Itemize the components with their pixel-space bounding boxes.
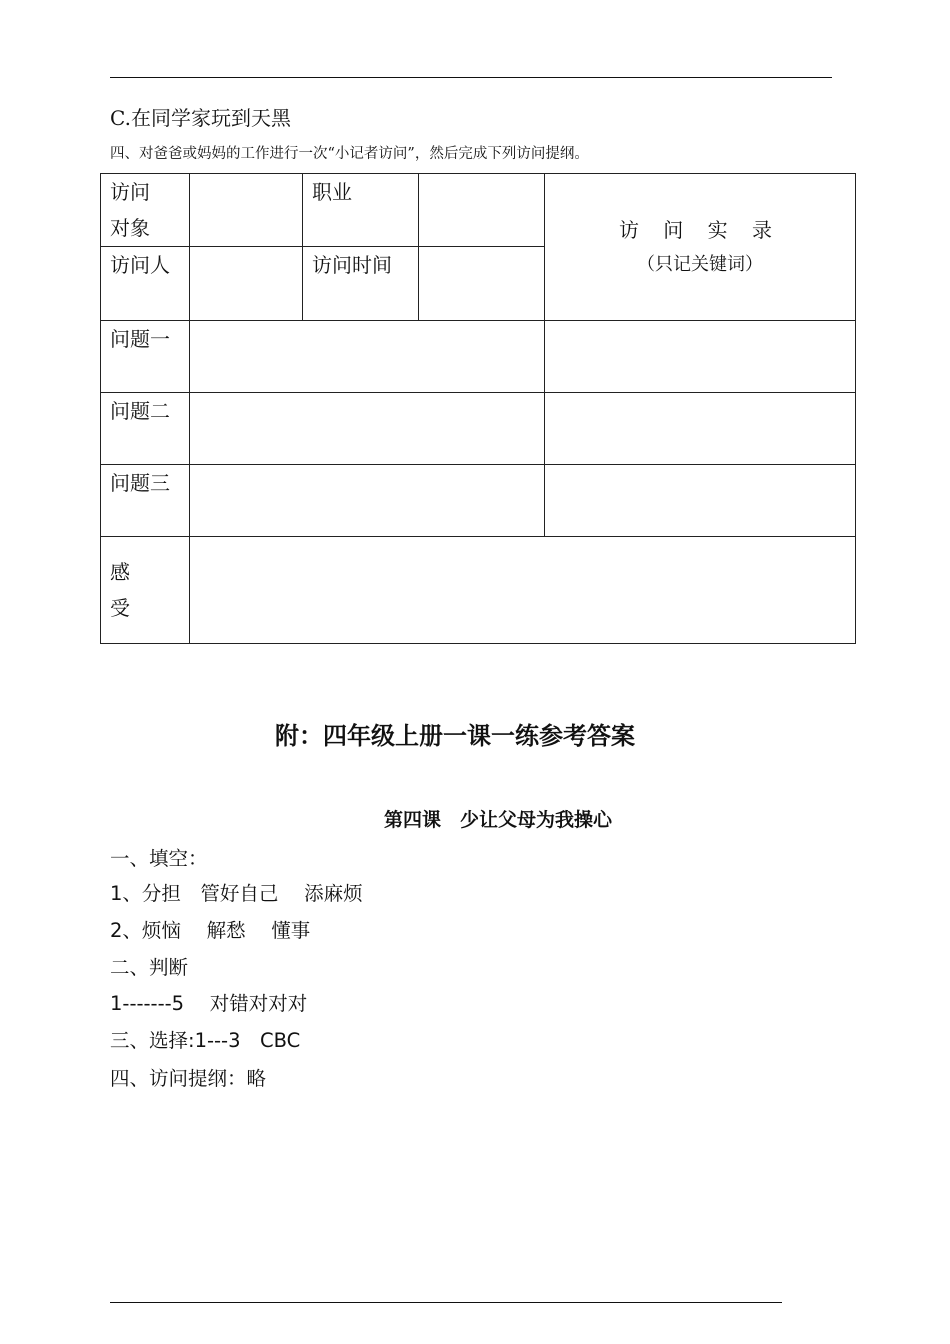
interviewer-label-cell	[101, 247, 190, 321]
question-2-label: 问题二	[110, 399, 170, 423]
lesson-title: 第四课 少让父母为我操心	[383, 809, 612, 831]
appendix-title: 附：四年级上册一课一练参考答案	[275, 722, 635, 750]
question-3-record-cell[interactable]	[545, 465, 856, 537]
option-c: C.在同学家玩到天黑	[110, 106, 291, 130]
feeling-label: 感 受	[110, 560, 142, 620]
question-2-input-cell[interactable]	[190, 393, 545, 465]
question-1-label: 问题一	[110, 327, 170, 351]
interviewee-label-line2: 对象	[110, 216, 150, 240]
fill-blank-heading: 一、填空：	[110, 847, 208, 870]
interviewer-label: 访问人	[110, 253, 170, 277]
question-2-label-cell	[101, 393, 190, 465]
occupation-label-cell	[303, 174, 419, 247]
interviewee-label-cell	[101, 174, 190, 247]
interview-time-label-cell	[303, 247, 419, 321]
question-2-record-cell[interactable]	[545, 393, 856, 465]
interview-form-table	[100, 173, 856, 644]
judgment-heading: 二、判断	[110, 956, 189, 979]
record-header-cell	[545, 174, 856, 321]
interviewee-input-cell[interactable]	[190, 174, 303, 247]
feeling-label-cell	[101, 537, 190, 644]
question-1-label-cell	[101, 321, 190, 393]
judgment-answers: 1-------5 对错对对对	[110, 992, 308, 1015]
interviewer-input-cell[interactable]	[190, 247, 303, 321]
interview-time-input-cell[interactable]	[419, 247, 545, 321]
question-1-record-cell[interactable]	[545, 321, 856, 393]
interview-time-label: 访问时间	[312, 253, 392, 277]
fill-blank-answer-1: 1、分担 管好自己 添麻烦	[110, 882, 363, 905]
question-1-input-cell[interactable]	[190, 321, 545, 393]
feeling-input-cell[interactable]	[190, 537, 856, 644]
occupation-label: 职业	[312, 180, 352, 204]
fill-blank-answer-2: 2、烦恼 解愁 懂事	[110, 919, 311, 942]
occupation-input-cell[interactable]	[419, 174, 545, 247]
footer-rule	[110, 1302, 782, 1303]
interviewee-label-line1: 访问	[110, 180, 150, 204]
interview-outline-answer: 四、访问提纲：略	[110, 1067, 267, 1090]
question-3-input-cell[interactable]	[190, 465, 545, 537]
record-title: 访 问 实 录	[618, 218, 782, 242]
question-3-label: 问题三	[110, 471, 170, 495]
choice-answers: 三、选择:1---3 CBC	[110, 1029, 301, 1052]
record-note: （只记关键词）	[637, 254, 763, 275]
question-3-label-cell	[101, 465, 190, 537]
header-rule	[110, 77, 832, 78]
question-4-instruction: 四、对爸爸或妈妈的工作进行一次“小记者访问”，然后完成下列访问提纲。	[110, 146, 589, 162]
